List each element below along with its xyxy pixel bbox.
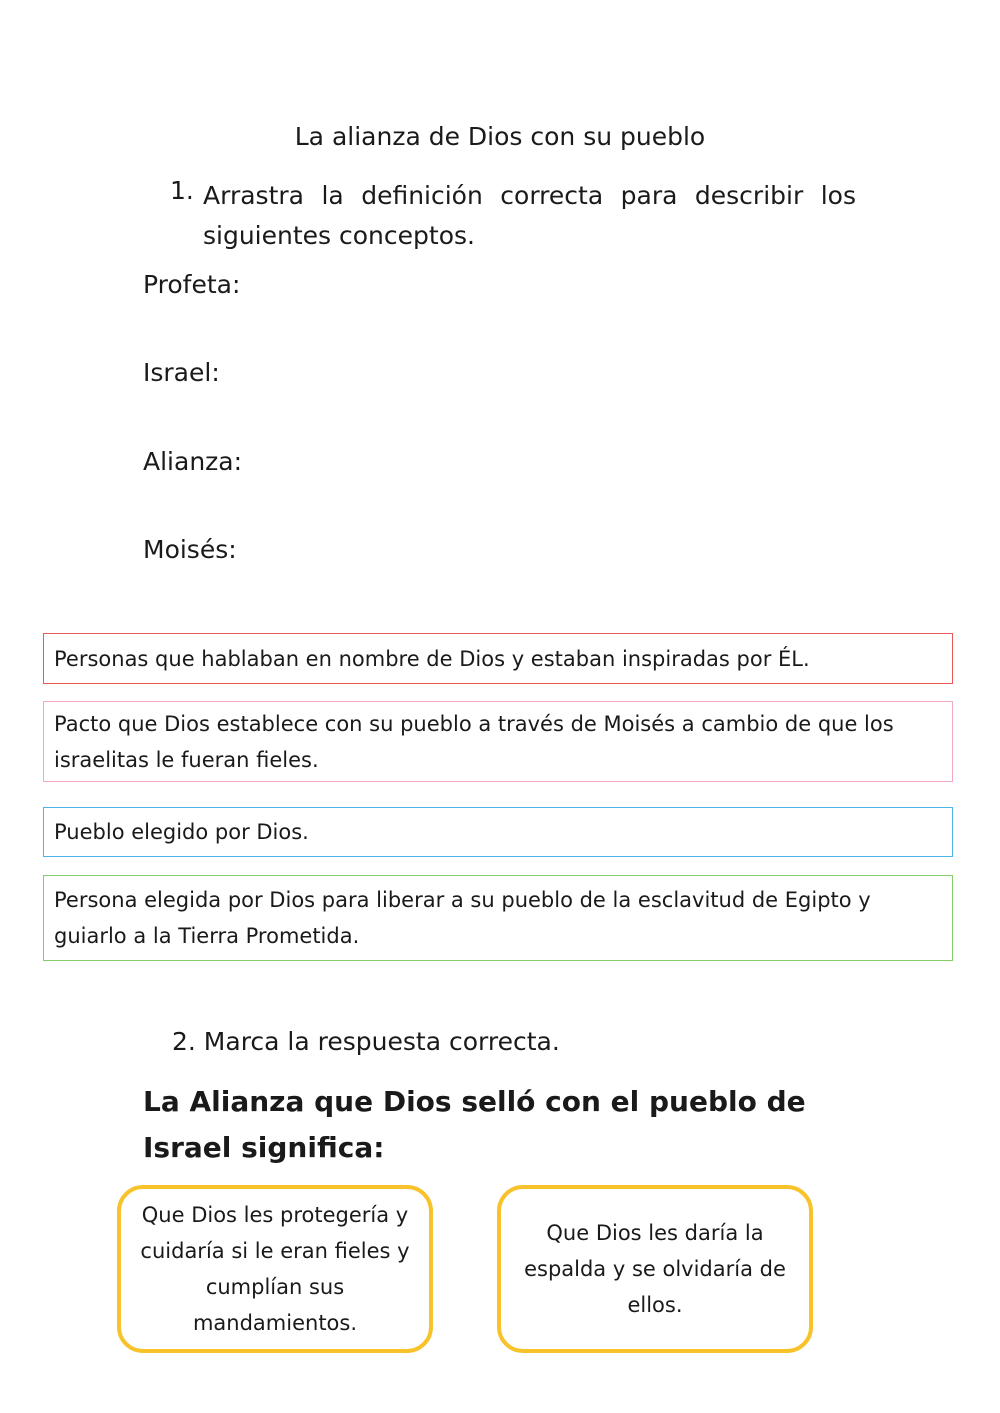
question-1-text: Arrastra la definición correcta para describir los siguientes conceptos. <box>203 181 856 250</box>
answer-option-1[interactable] <box>117 1185 433 1353</box>
definition-card-moises[interactable] <box>43 875 953 961</box>
answer-option-text: Que Dios les protegería y cuidaría si le eran fieles y cumplían sus mandamientos. <box>140 1203 410 1335</box>
question-2-text: 2. Marca la respuesta correcta. <box>172 1027 560 1056</box>
definition-card-profeta[interactable] <box>43 633 953 684</box>
question-1-number: 1. <box>170 176 194 205</box>
page-title: La alianza de Dios con su pueblo <box>294 122 706 151</box>
term-alianza: Alianza: <box>143 447 243 476</box>
definition-card-israel[interactable] <box>43 807 953 857</box>
term-israel: Israel: <box>143 358 220 387</box>
definition-card-alianza[interactable] <box>43 701 953 782</box>
definition-text: Personas que hablaban en nombre de Dios y estaban inspiradas por ÉL. <box>54 646 810 671</box>
term-moises: Moisés: <box>143 535 237 564</box>
definition-text: Persona elegida por Dios para liberar a su pueblo de la esclavitud de Egipto y guiarlo a la Tierra Prometida. <box>54 888 871 948</box>
answer-option-text: Que Dios les daría la espalda y se olvidaría de ellos. <box>524 1221 786 1317</box>
definition-text: Pacto que Dios establece con su pueblo a través de Moisés a cambio de que los israelitas le fueran fieles. <box>54 711 894 772</box>
question-2-statement: La Alianza que Dios selló con el pueblo de Israel significa: <box>143 1085 806 1164</box>
term-profeta: Profeta: <box>143 270 241 299</box>
answer-option-2[interactable] <box>497 1185 813 1353</box>
definition-text: Pueblo elegido por Dios. <box>54 820 309 844</box>
